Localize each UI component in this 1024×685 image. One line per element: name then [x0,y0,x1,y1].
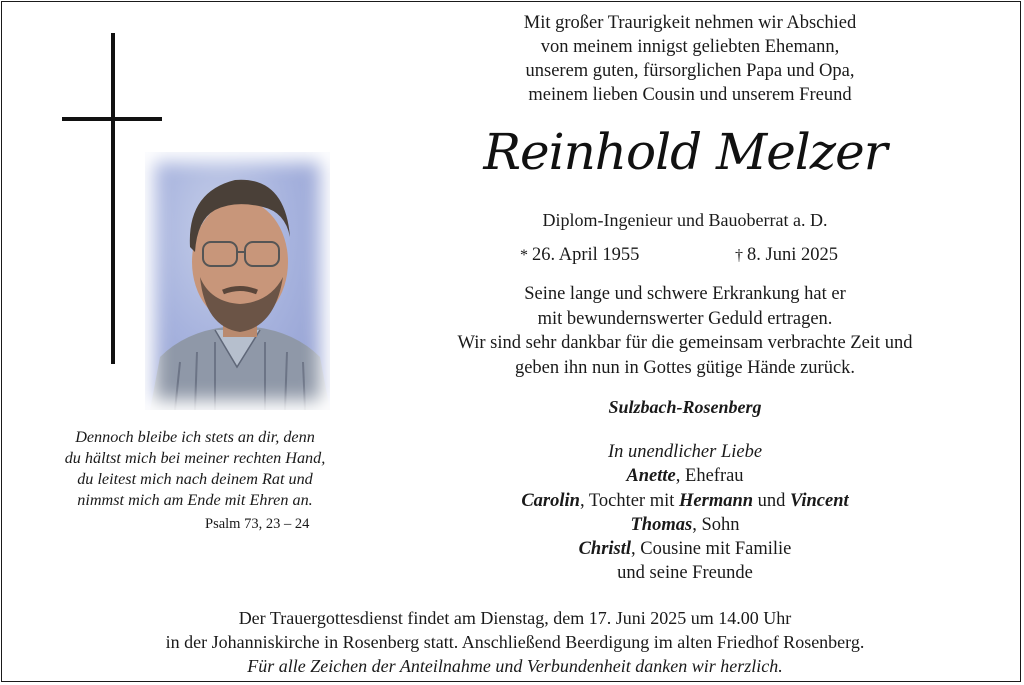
family-member [440,513,930,537]
death-symbol: † [735,247,743,264]
family-list [440,440,930,586]
deceased-name: Reinhold Melzer [483,123,887,181]
member-relation: , Cousine mit Familie [631,539,792,560]
portrait-illustration [145,152,330,410]
place-name: Sulzbach-Rosenberg [608,397,762,417]
memorial-line: Seine lange und schwere Erkrankung hat er [524,284,846,304]
member-name: Christl [578,539,632,560]
deceased-title: Diplom-Ingenieur und Bauoberrat a. D. [542,210,828,230]
member-name: Vincent [790,490,849,511]
birth-symbol: * [520,247,528,264]
service-line: in der Johanniskirche in Rosenberg statt. Anschließend Beerdigung im alten Friedhof Rosenberg. [165,632,865,652]
psalm-line: nimmst mich am Ende mit Ehren an. [77,491,313,509]
service-info [80,606,950,678]
family-member [440,489,930,513]
intro-text [440,11,940,107]
member-relation: , Tochter mit [579,490,680,511]
cross-icon [111,33,115,364]
member-name: Anette [626,466,676,487]
member-name: Thomas [630,514,693,535]
family-friends: und seine Freunde [617,563,753,584]
death-date [735,243,838,268]
memorial-line: geben ihn nun in Gottes gütige Hände zurück. [514,357,856,378]
psalm-line: du hältst mich bei meiner rechten Hand, [64,449,326,467]
intro-line: von meinem innigst geliebten Ehemann, [540,37,840,57]
service-line: Der Trauergottesdienst findet am Dienstag, dem 17. Juni 2025 um 14.00 Uhr [238,608,792,628]
member-connector: und [753,490,791,511]
memorial-line: mit bewundernswerter Geduld ertragen. [537,308,833,329]
family-intro: In unendlicher Liebe [607,442,763,462]
memorial-line: Wir sind sehr dankbar für die gemeinsam verbrachte Zeit und [457,333,913,353]
member-name: Hermann [679,490,754,511]
family-member [440,537,930,561]
thanks-line: Für alle Zeichen der Anteilnahme und Verbundenheit danken wir herzlich. [247,656,783,676]
death-date-text: 8. Juni 2025 [747,245,838,265]
intro-line: unserem guten, fürsorglichen Papa und Opa, [525,61,855,81]
member-name: Carolin [521,490,580,511]
psalm-line: Dennoch bleibe ich stets an dir, denn [75,428,315,446]
family-member [440,464,930,488]
intro-line: meinem lieben Cousin und unserem Freund [528,85,852,105]
portrait-photo [145,152,330,410]
psalm-reference: Psalm 73, 23 – 24 [205,516,310,532]
birth-date [520,243,639,268]
intro-line: Mit großer Traurigkeit nehmen wir Abschied [523,13,857,33]
psalm-line: du leitest mich nach deinem Rat und [77,470,313,488]
member-relation: , Sohn [692,514,740,535]
member-relation: , Ehefrau [675,466,744,487]
birth-date-text: 26. April 1955 [532,245,640,265]
memorial-text [420,282,950,380]
psalm-quote [30,427,360,511]
cross-icon-bar [62,117,162,121]
